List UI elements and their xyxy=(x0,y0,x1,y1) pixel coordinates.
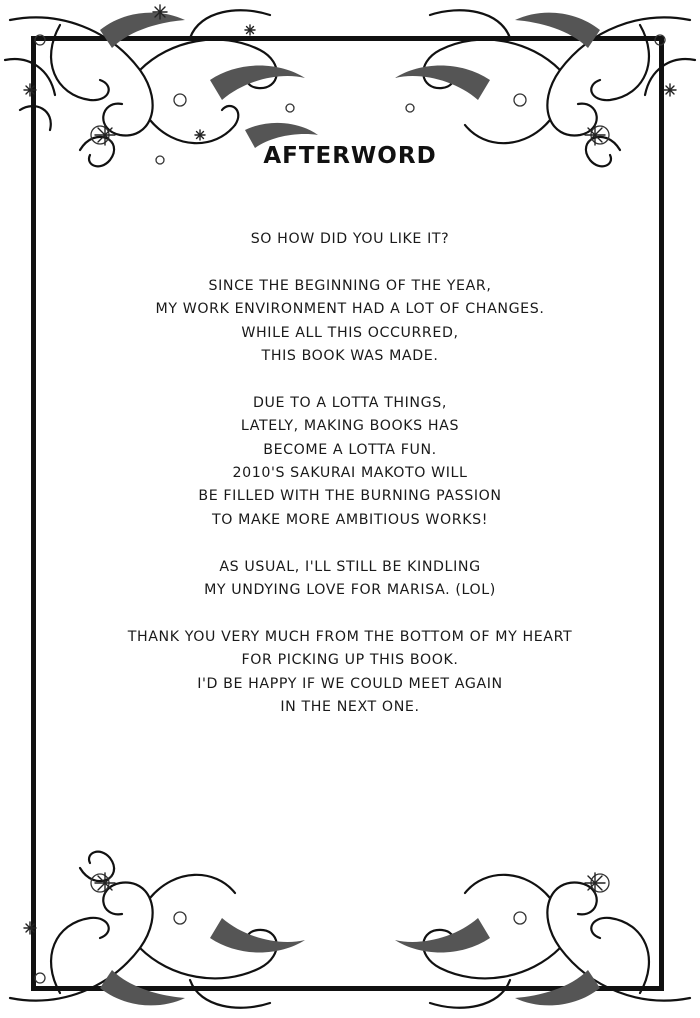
corner-ornament-bottom-left-icon xyxy=(0,818,340,1018)
text-line: FOR PICKING UP THIS BOOK. xyxy=(241,652,459,669)
text-line: 2010'S SAKURAI MAKOTO WILL xyxy=(232,465,468,482)
afterword-body xyxy=(60,228,640,743)
text-line: THIS BOOK WAS MADE. xyxy=(261,348,439,365)
paragraph xyxy=(60,392,640,532)
text-line: WHILE ALL THIS OCCURRED, xyxy=(241,324,459,341)
corner-ornament-bottom-right-icon xyxy=(360,818,700,1018)
text-line: IN THE NEXT ONE. xyxy=(280,699,420,716)
text-line: MY UNDYING LOVE FOR MARISA. (LOL) xyxy=(204,582,496,599)
text-line: BE FILLED WITH THE BURNING PASSION xyxy=(198,488,502,505)
corner-ornament-top-left-icon xyxy=(0,0,340,200)
text-line: TO MAKE MORE AMBITIOUS WORKS! xyxy=(211,511,489,528)
text-line: SO HOW DID YOU LIKE IT? xyxy=(250,231,450,247)
text-line: MY WORK ENVIRONMENT HAD A LOT OF CHANGES. xyxy=(155,301,545,318)
paragraph xyxy=(60,275,640,369)
text-line: DUE TO A LOTTA THINGS, xyxy=(253,394,447,411)
corner-ornament-top-right-icon xyxy=(360,0,700,200)
text-line: THANK YOU VERY MUCH FROM THE BOTTOM OF MY HEART xyxy=(127,628,573,645)
paragraph xyxy=(60,626,640,720)
text-line: SINCE THE BEGINNING OF THE YEAR, xyxy=(208,277,492,294)
paragraph xyxy=(60,556,640,603)
paragraph xyxy=(60,228,640,251)
text-line: I'D BE HAPPY IF WE COULD MEET AGAIN xyxy=(197,675,503,692)
text-line: AS USUAL, I'LL STILL BE KINDLING xyxy=(219,558,481,575)
text-line: LATELY, MAKING BOOKS HAS xyxy=(240,418,460,435)
page-title: AFTERWORD xyxy=(263,143,437,169)
text-line: BECOME A LOTTA FUN. xyxy=(263,441,437,458)
